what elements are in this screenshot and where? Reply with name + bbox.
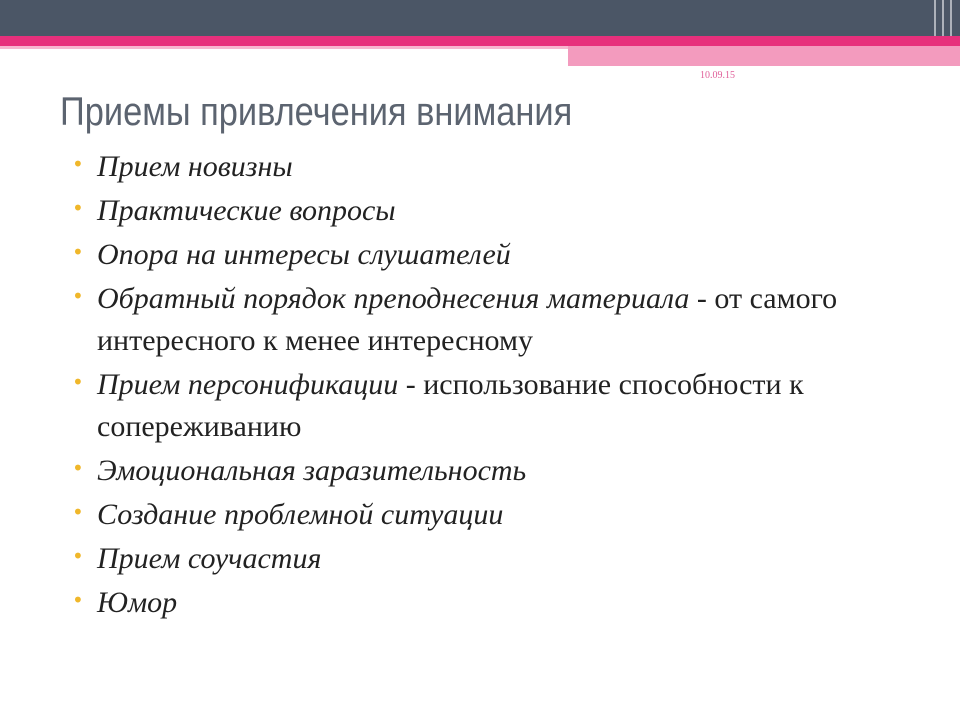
list-item [72, 582, 932, 624]
list-item [72, 278, 932, 362]
item-emphasis: Прием персонификации [97, 368, 399, 401]
bullet-dot-icon: • [72, 152, 84, 176]
item-emphasis: Прием соучастия [97, 542, 322, 575]
list-item [72, 234, 932, 276]
top-decor-band [0, 0, 960, 36]
pink-accent-strip [0, 36, 960, 46]
pink-accent-block [568, 46, 960, 66]
bullet-dot-icon: • [72, 370, 84, 394]
item-emphasis: Эмоциональная заразительность [97, 454, 527, 487]
item-emphasis: Прием новизны [97, 150, 293, 183]
slide-date: 10.09.15 [700, 70, 735, 81]
bullet-dot-icon: • [72, 588, 84, 612]
list-item [72, 450, 932, 492]
list-item [72, 146, 932, 188]
item-emphasis: Обратный порядок преподнесения материала [97, 282, 690, 315]
item-emphasis: Юмор [97, 586, 178, 619]
list-item [72, 364, 932, 448]
list-item [72, 494, 932, 536]
bullet-dot-icon: • [72, 196, 84, 220]
bullet-dot-icon: • [72, 240, 84, 264]
bullet-dot-icon: • [72, 544, 84, 568]
list-item [72, 190, 932, 232]
bullet-dot-icon: • [72, 500, 84, 524]
item-emphasis: Опора на интересы слушателей [97, 238, 511, 271]
bullet-list [72, 146, 932, 626]
item-emphasis: Создание проблемной ситуации [97, 498, 504, 531]
pink-thin-strip [0, 46, 568, 49]
item-text: - использование способности к сопереживанию [97, 368, 804, 443]
bullet-dot-icon: • [72, 284, 84, 308]
bullet-dot-icon: • [72, 456, 84, 480]
item-text: - от самого интересного к менее интересному [97, 282, 838, 357]
list-item [72, 538, 932, 580]
slide-title: Приемы привлечения внимания [60, 90, 573, 134]
item-emphasis: Практические вопросы [97, 194, 396, 227]
